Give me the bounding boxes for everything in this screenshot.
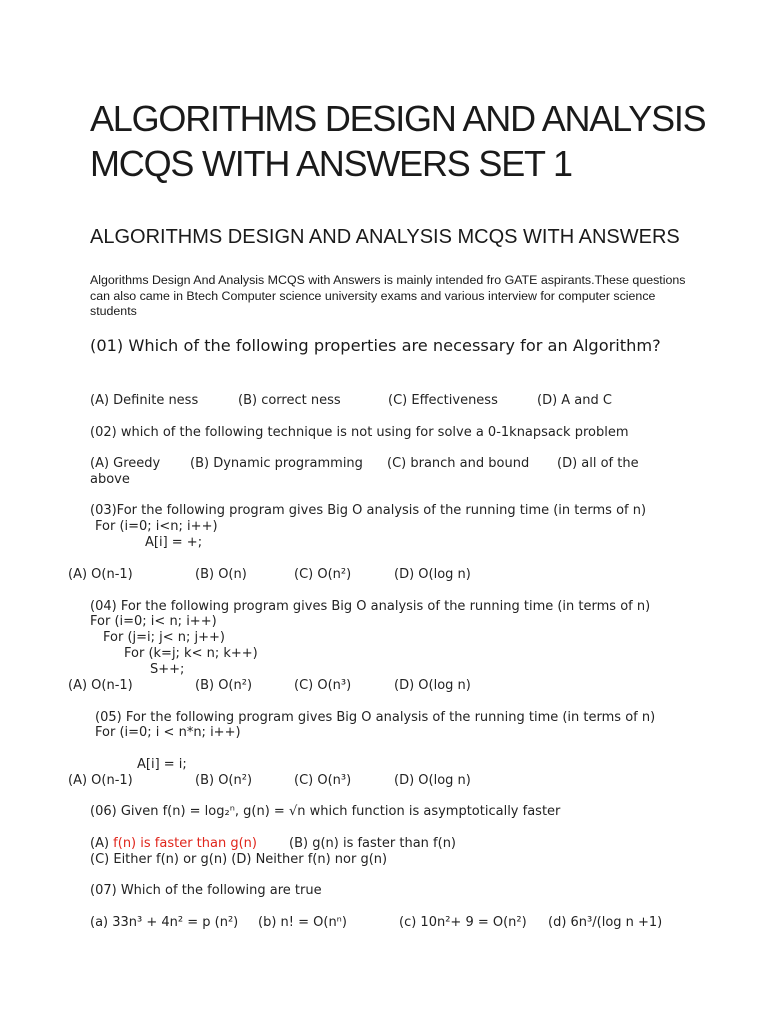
intro-paragraph: Algorithms Design And Analysis MCQS with Answers is mainly intended fro GATE aspirants.These questions can also came in Btech Computer science university exams and various interview for computer science students bbox=[90, 273, 686, 318]
q6-option-c-d: (C) Either f(n) or g(n) (D) Neither f(n) nor g(n) bbox=[90, 852, 388, 867]
q5-option-c: (C) O(n³) bbox=[294, 773, 352, 788]
q1-option-a: (A) Definite ness bbox=[90, 393, 199, 408]
q4-option-b: (B) O(n²) bbox=[195, 678, 253, 693]
page-title: ALGORITHMS DESIGN AND ANALYSIS MCQS WITH ANSWERS SET 1 bbox=[90, 98, 706, 184]
q5-option-b: (B) O(n²) bbox=[195, 773, 253, 788]
question-03: (03)For the following program gives Big O analysis of the running time (in terms of n) bbox=[90, 503, 647, 518]
q7-option-a: (a) 33n³ + 4n² = p (n²) bbox=[90, 915, 239, 930]
q6-option-b: (B) g(n) is faster than f(n) bbox=[289, 836, 457, 851]
q2-option-c: (C) branch and bound bbox=[387, 456, 530, 471]
q1-option-b: (B) correct ness bbox=[238, 393, 341, 408]
question-05: (05) For the following program gives Big O analysis of the running time (in terms of n) bbox=[95, 710, 656, 725]
question-02: (02) which of the following technique is not using for solve a 0-1knapsack problem bbox=[90, 425, 629, 440]
q4-option-d: (D) O(log n) bbox=[394, 678, 471, 693]
q2-option-d-continued: above bbox=[90, 472, 130, 487]
q3-code-line-2: A[i] = +; bbox=[145, 535, 203, 550]
q3-option-b: (B) O(n) bbox=[195, 567, 247, 582]
q1-option-d: (D) A and C bbox=[537, 393, 612, 408]
q7-option-b: (b) n! = O(nⁿ) bbox=[258, 915, 347, 930]
question-01: (01) Which of the following properties are necessary for an Algorithm? bbox=[90, 336, 661, 355]
q6-option-a bbox=[90, 836, 257, 852]
question-07: (07) Which of the following are true bbox=[90, 883, 322, 898]
q2-option-b: (B) Dynamic programming bbox=[190, 456, 363, 471]
q4-code-line-3: For (k=j; k< n; k++) bbox=[124, 646, 258, 661]
q4-option-c: (C) O(n³) bbox=[294, 678, 352, 693]
q1-option-c: (C) Effectiveness bbox=[388, 393, 498, 408]
question-06: (06) Given f(n) = log₂ⁿ, g(n) = √n which function is asymptotically faster bbox=[90, 804, 561, 819]
q3-code-line-1: For (i=0; i<n; i++) bbox=[95, 519, 218, 534]
question-04: (04) For the following program gives Big O analysis of the running time (in terms of n) bbox=[90, 599, 651, 614]
q3-option-c: (C) O(n²) bbox=[294, 567, 352, 582]
q3-option-d: (D) O(log n) bbox=[394, 567, 471, 582]
section-subtitle: ALGORITHMS DESIGN AND ANALYSIS MCQS WITH ANSWERS bbox=[90, 226, 680, 248]
q2-option-d: (D) all of the bbox=[557, 456, 639, 471]
q5-option-a: (A) O(n-1) bbox=[68, 773, 133, 788]
q6-option-a-prefix: (A) bbox=[90, 836, 114, 851]
q4-option-a: (A) O(n-1) bbox=[68, 678, 133, 693]
q5-option-d: (D) O(log n) bbox=[394, 773, 471, 788]
q4-code-line-4: S++; bbox=[150, 662, 185, 677]
q5-code-line-2: A[i] = i; bbox=[137, 757, 187, 772]
q2-option-a: (A) Greedy bbox=[90, 456, 161, 471]
q4-code-line-2: For (j=i; j< n; j++) bbox=[103, 630, 226, 645]
q4-code-line-1: For (i=0; i< n; i++) bbox=[90, 614, 217, 629]
q7-option-c: (c) 10n²+ 9 = O(n²) bbox=[399, 915, 527, 930]
q3-option-a: (A) O(n-1) bbox=[68, 567, 133, 582]
q6-answer-highlight: f(n) is faster than g(n) bbox=[113, 836, 257, 851]
q7-option-d: (d) 6n³/(log n +1) bbox=[548, 915, 663, 930]
q5-code-line-1: For (i=0; i < n*n; i++) bbox=[95, 725, 241, 740]
